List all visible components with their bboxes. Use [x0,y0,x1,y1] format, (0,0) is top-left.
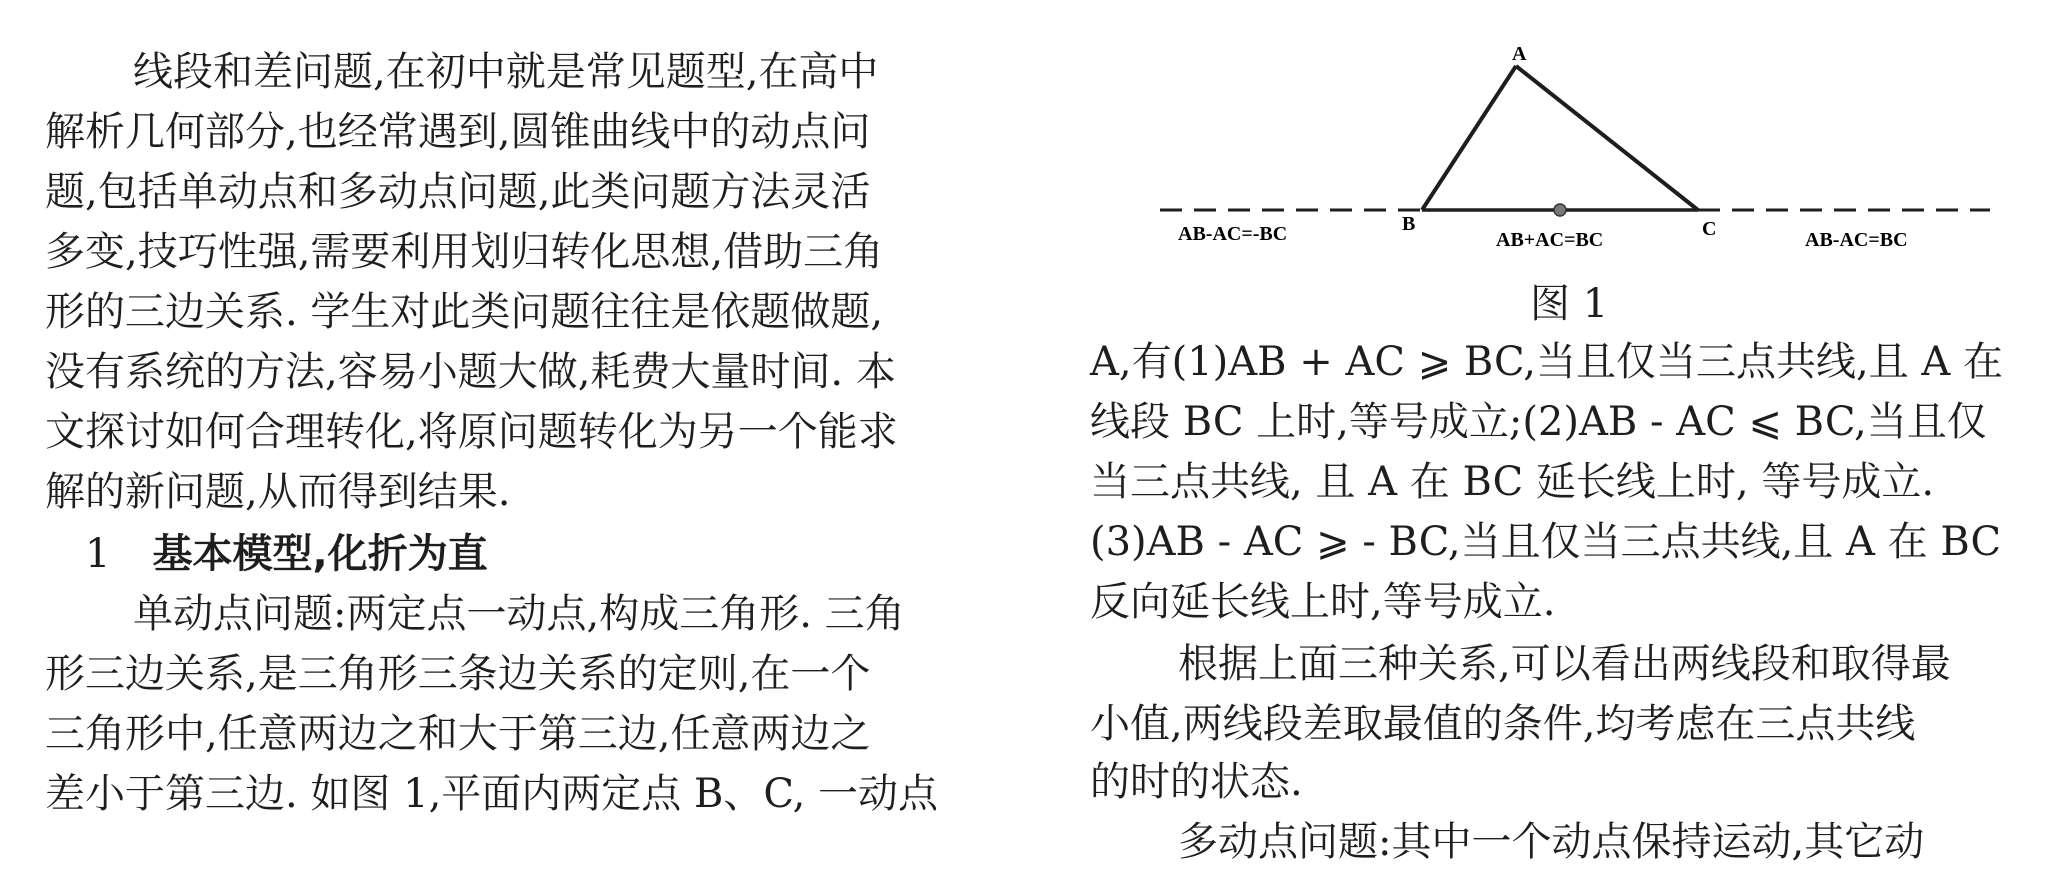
section-number: 1 [85,531,111,577]
text-line: 反向延长线上时,等号成立. [1090,579,1556,625]
text-line: 线段和差问题,在初中就是常见题型,在高中 [133,49,879,95]
label-point-c: C [1702,218,1717,240]
text-line: 形的三边关系. 学生对此类问题往往是依题做题, [45,289,884,335]
text-line: 文探讨如何合理转化,将原问题转化为另一个能求 [45,409,898,455]
text-line: 多动点问题:其中一个动点保持运动,其它动 [1178,819,1925,865]
text-line: 当三点共线, 且 A 在 BC 延长线上时, 等号成立. [1090,459,1935,505]
text-line: 多变,技巧性强,需要利用划归转化思想,借助三角 [45,229,884,275]
text-line: 小值,两线段差取最值的条件,均考虑在三点共线 [1090,701,1916,747]
text-line: 解析几何部分,也经常遇到,圆锥曲线中的动点问 [45,109,871,155]
segment-ab [1422,66,1516,210]
triangle-figure [1140,30,2020,270]
label-middle-segment: AB+AC=BC [1496,229,1604,251]
label-right-segment: AB-AC=BC [1805,229,1908,251]
text-line: 根据上面三种关系,可以看出两线段和取得最 [1178,641,1951,687]
text-line: 三角形中,任意两边之和大于第三边,任意两边之 [45,711,871,757]
text-line: 单动点问题:两定点一动点,构成三角形. 三角 [133,591,905,637]
label-left-segment: AB-AC=-BC [1178,223,1288,245]
text-line: (3)AB - AC ⩾ - BC,当且仅当三点共线,且 A 在 BC [1090,519,2002,565]
section-heading [85,528,488,580]
point-dot [1554,204,1566,216]
figure-caption: 图 1 [1530,281,1609,327]
section-title: 基本模型,化折为直 [152,531,488,577]
text-line: 解的新问题,从而得到结果. [45,469,511,515]
text-line: 线段 BC 上时,等号成立;(2)AB - AC ⩽ BC,当且仅 [1090,399,1987,445]
text-line: 形三边关系,是三角形三条边关系的定则,在一个 [45,651,871,697]
text-line: 没有系统的方法,容易小题大做,耗费大量时间. 本 [45,349,896,395]
label-point-a: A [1512,43,1527,65]
segment-ac [1516,66,1698,210]
text-line: 差小于第三边. 如图 1,平面内两定点 B、C, 一动点 [45,771,939,817]
text-line: 的时的状态. [1090,759,1303,805]
text-line: 题,包括单动点和多动点问题,此类问题方法灵活 [45,169,871,215]
label-point-b: B [1402,213,1416,235]
text-line: A,有(1)AB + AC ⩾ BC,当且仅当三点共线,且 A 在 [1090,339,2003,385]
